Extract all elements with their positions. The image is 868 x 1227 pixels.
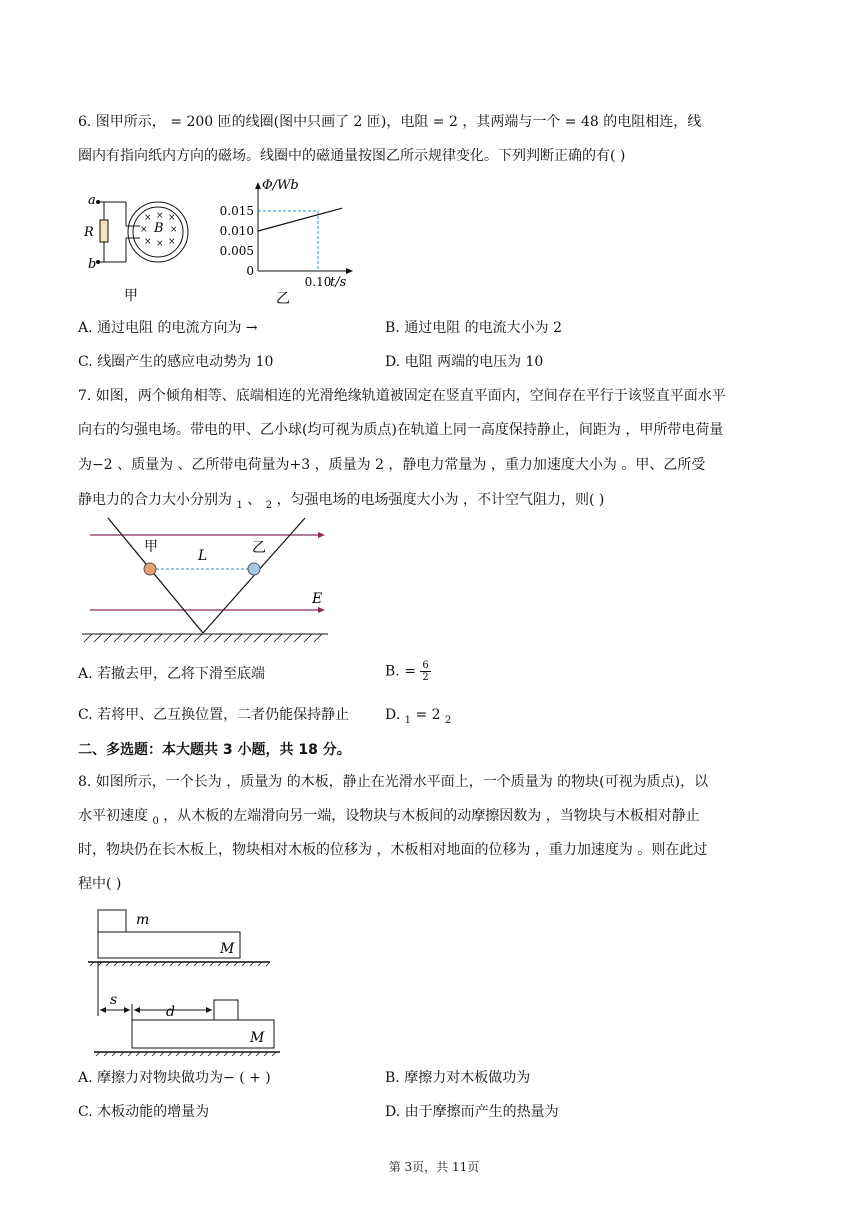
q7-option-a[interactable]: A. 若撤去甲，乙将下滑至底端	[78, 666, 266, 682]
y-tick-label: 0.015	[219, 204, 254, 218]
q8-stem-line2	[78, 806, 700, 832]
q8-stem-line4: 程中( )	[78, 876, 122, 892]
label-s: s	[110, 992, 118, 1008]
q8-line2-sub: 0	[152, 815, 159, 827]
label-R: R	[84, 225, 94, 240]
label-d: d	[166, 1004, 175, 1020]
q8-stem-line3: 时，物块仍在长木板上，物块相对木板的位移为 ，木板相对地面的位移为 ，重力加速度为 。则在此过	[78, 842, 708, 858]
page-footer: 第 3页，共 11页	[388, 1160, 480, 1174]
svg-text:×: ×	[156, 211, 164, 221]
q6-figure-jia	[82, 188, 192, 303]
q7-line4-sub2: 2	[265, 499, 273, 511]
label-yi: 乙	[252, 540, 266, 556]
board-M-top	[98, 932, 240, 958]
x-axis-label: t/s	[330, 275, 347, 290]
label-L: L	[198, 548, 208, 564]
label-m: m	[136, 912, 150, 928]
svg-text:×: ×	[144, 237, 152, 247]
q6-stem-line1: 6. 图甲所示， = 200 匝的线圈(图中只画了 2 匝)，电阻 = 2 ，其两端与一个 = 48 的电阻相连，线	[78, 114, 702, 130]
x-axis-arrow	[346, 268, 353, 274]
q7-stem-line2: 向右的匀强电场。带电的甲、乙小球(均可视为质点)在轨道上同一高度保持静止，间距为 ，甲所带电荷量	[78, 422, 724, 438]
q8-stem-line1: 8. 如图所示，一个长为 ，质量为 的木板，静止在光滑水平面上，一个质量为 的物块(可视为质点)，以	[78, 774, 709, 790]
q7-stem-line1: 7. 如图，两个倾角相等、底端相连的光滑绝缘轨道被固定在竖直平面内，空间存在平行于该竖直平面水平	[78, 388, 726, 404]
flux-series-line	[258, 208, 342, 231]
q8-figure	[86, 904, 286, 1062]
resistor-R	[100, 220, 108, 242]
svg-text:×: ×	[168, 237, 176, 247]
svg-text:×: ×	[140, 225, 148, 235]
q7-option-b[interactable]	[385, 660, 431, 683]
q8-option-b[interactable]: B. 摩擦力对木板做功为	[385, 1070, 531, 1086]
label-M-top: M	[220, 941, 235, 957]
y-tick-label: 0.010	[219, 224, 254, 238]
q8-line2-text-a: 水平初速度	[78, 808, 148, 824]
q8-option-d[interactable]: D. 由于摩擦而产生的热量为	[385, 1104, 559, 1120]
label-jia: 甲	[144, 539, 158, 555]
q6-stem-line2: 圈内有指向纸内方向的磁场。线圈中的磁通量按图乙所示规律变化。下列判断正确的有( )	[78, 148, 626, 164]
caption-jia: 甲	[124, 288, 138, 303]
q7-stem-line4	[78, 490, 604, 516]
y-tick-label: 0	[246, 264, 254, 278]
q6-option-d[interactable]: D. 电阻 两端的电压为 10	[385, 354, 544, 370]
q7-optb-denominator: 2	[422, 672, 429, 683]
label-b: b	[88, 257, 97, 272]
q7-stem-line3: 为−2 、质量为 、乙所带电荷量为+3 ，质量为 2 ，静电力常量为 ，重力加速度大小为 。甲、乙所受	[78, 457, 706, 473]
ball-jia	[144, 563, 156, 575]
q8-option-c[interactable]: C. 木板动能的增量为	[78, 1104, 210, 1120]
q7-figure	[80, 516, 330, 648]
svg-text:×: ×	[168, 213, 176, 223]
q7-optd-mid: = 2	[415, 707, 446, 723]
x-tick-label: 0.10	[304, 275, 332, 289]
q7-option-d[interactable]	[385, 705, 451, 731]
block-m-bottom	[214, 1000, 238, 1020]
caption-yi: 乙	[276, 291, 290, 306]
q6-option-b[interactable]: B. 通过电阻 的电流大小为 2	[385, 320, 562, 336]
q8-option-a[interactable]: A. 摩擦力对物块做功为− ( + )	[78, 1070, 271, 1086]
q7-optd-prefix: D.	[385, 707, 401, 723]
q7-line4-text-a: 静电力的合力大小分别为	[78, 492, 232, 508]
q7-optd-sub1: 1	[404, 714, 412, 726]
block-m-top	[98, 910, 126, 932]
q7-line4-text-c: ，匀强电场的电场强度大小为 ，不计空气阻力，则( )	[276, 492, 605, 508]
label-M-bottom: M	[250, 1030, 265, 1046]
section-heading-multiple-choice: 二、多选题：本大题共 3 小题，共 18 分。	[78, 742, 351, 758]
y-tick-label: 0.005	[219, 244, 254, 258]
q7-optb-fraction	[420, 660, 430, 683]
q7-line4-text-b: 、	[247, 492, 262, 508]
y-axis-arrow	[255, 182, 261, 189]
q7-optb-prefix: B. =	[385, 663, 416, 680]
q6-option-c[interactable]: C. 线圈产生的感应电动势为 10	[78, 354, 274, 370]
svg-text:×: ×	[170, 225, 178, 235]
label-a: a	[88, 193, 96, 208]
q7-optb-numerator: 6	[422, 660, 429, 671]
label-B: B	[154, 221, 164, 236]
svg-text:×: ×	[144, 213, 152, 223]
ball-yi	[248, 563, 260, 575]
svg-text:×: ×	[156, 239, 164, 249]
q6-option-a[interactable]: A. 通过电阻 的电流方向为 →	[78, 320, 258, 336]
q6-figure-yi-chart	[210, 176, 360, 306]
q7-optd-sub2: 2	[445, 714, 452, 726]
q7-option-c[interactable]: C. 若将甲、乙互换位置，二者仍能保持静止	[78, 707, 350, 723]
q7-line4-sub1: 1	[236, 499, 243, 511]
label-E: E	[312, 591, 323, 607]
q8-line2-text-b: ，从木板的左端滑向另一端，设物块与木板间的动摩擦因数为 ，当物块与木板相对静止	[163, 808, 700, 824]
y-axis-label: Φ/Wb	[262, 178, 299, 193]
